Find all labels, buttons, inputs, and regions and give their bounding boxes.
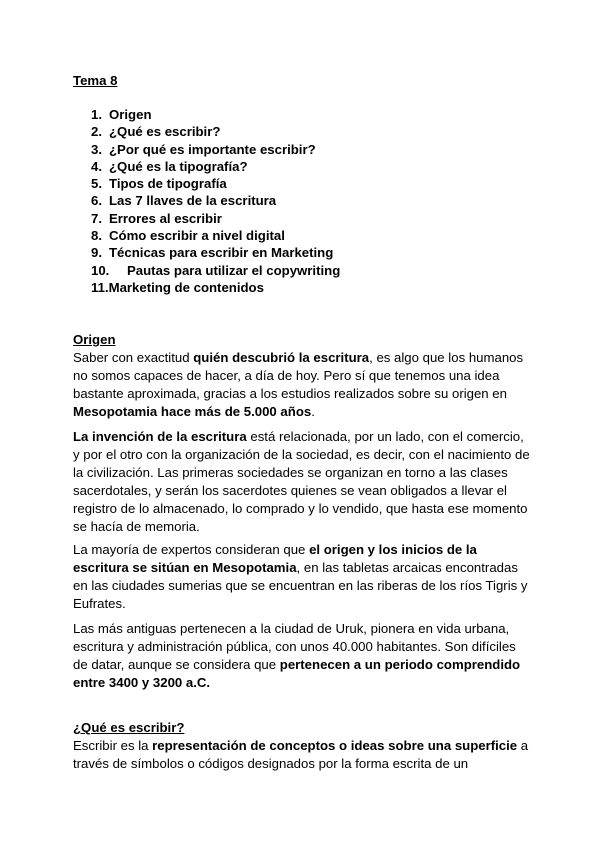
bold-text: La invención de la escritura — [73, 429, 247, 444]
text-run: Saber con exactitud — [73, 350, 194, 365]
toc-item — [91, 227, 340, 244]
text-run: está relacionada, por un lado, con el comercio, y por el otro con la organización de la sociedad, es decir, con el nacimiento de la civilización. Las primeras sociedades se organizan en torno a las clases sacerdotales, y serán los sacerdotes quienes se vean obligados a llevar el registro de lo almacenado, lo comprado y lo vendido, que hasta ese momento se hacía de memoria. — [73, 429, 530, 534]
toc-item — [91, 158, 340, 175]
paragraph — [73, 541, 533, 613]
bold-text: pertenecen a un periodo comprendido entre 3400 y 3200 a.C. — [73, 657, 521, 690]
bold-text: representación de conceptos o ideas sobre una superficie — [152, 738, 518, 753]
toc-label: ¿Por qué es importante escribir? — [109, 141, 316, 157]
toc-number: 10. — [91, 262, 110, 278]
toc-label: Técnicas para escribir en Marketing — [109, 245, 334, 261]
paragraph — [73, 620, 533, 692]
document-title: Tema 8 — [73, 73, 118, 88]
toc-label: ¿Qué es la tipografía? — [109, 158, 248, 174]
toc-label: ¿Qué es escribir? — [109, 124, 221, 140]
toc-number: 6. — [91, 193, 102, 209]
bold-text: quién descubrió la escritura — [193, 350, 370, 365]
section-heading-origen: Origen — [73, 332, 116, 347]
toc-item — [91, 106, 340, 123]
paragraph — [73, 428, 533, 536]
section-heading-que-es-escribir: ¿Qué es escribir? — [73, 720, 185, 735]
text-run: , es algo que los humanos no somos capaces de hacer, a día de hoy. Pero sí que tenemos una idea bastante aproximada, gracias a los estudios realizados sobre su origen en — [73, 350, 524, 401]
paragraph — [73, 349, 533, 421]
text-run: . — [311, 404, 315, 419]
toc-number: 3. — [91, 141, 102, 157]
toc-item — [91, 141, 340, 158]
toc-label: Errores al escribir — [109, 210, 222, 226]
toc-label: Origen — [109, 107, 152, 122]
toc-item — [91, 175, 340, 192]
toc-label: Cómo escribir a nivel digital — [109, 228, 285, 244]
table-of-contents — [91, 106, 340, 296]
toc-number: 9. — [91, 245, 102, 261]
toc-item — [91, 123, 340, 140]
toc-number: 11. — [91, 279, 109, 295]
toc-item — [91, 192, 340, 209]
text-run: Escribir es la — [73, 738, 153, 753]
toc-item — [91, 244, 340, 261]
toc-label: Pautas para utilizar el copywriting — [127, 262, 341, 278]
toc-label: Tipos de tipografía — [109, 176, 227, 192]
toc-number: 8. — [91, 228, 102, 244]
toc-label: Las 7 llaves de la escritura — [109, 193, 277, 209]
text-run: a través de símbolos o códigos designados por la forma escrita de un — [73, 738, 529, 771]
toc-number: 2. — [91, 124, 102, 140]
bold-text: Mesopotamia hace más de 5.000 años — [73, 404, 312, 419]
toc-item — [91, 210, 340, 227]
toc-number: 4. — [91, 158, 102, 174]
paragraph — [73, 737, 533, 773]
toc-number: 7. — [91, 210, 102, 226]
toc-number: 1. — [91, 107, 102, 122]
toc-number: 5. — [91, 176, 102, 192]
toc-label: Marketing de contenidos — [108, 279, 264, 295]
text-run: La mayoría de expertos consideran que — [73, 542, 310, 557]
bold-text: el origen y los inicios de la escritura se sitúan en Mesopotamia — [73, 542, 477, 575]
toc-item — [91, 279, 340, 296]
text-run: Las más antiguas pertenecen a la ciudad de Uruk, pionera en vida urbana, escritura y administración pública, con unos 40.000 habitantes. Son difíciles de datar, aunque se considera que — [73, 621, 516, 672]
toc-item — [91, 262, 340, 279]
text-run: , en las tabletas arcaicas encontradas en las ciudades sumerias que se encuentran en las riberas de los ríos Tigris y Eufrates. — [73, 560, 528, 611]
